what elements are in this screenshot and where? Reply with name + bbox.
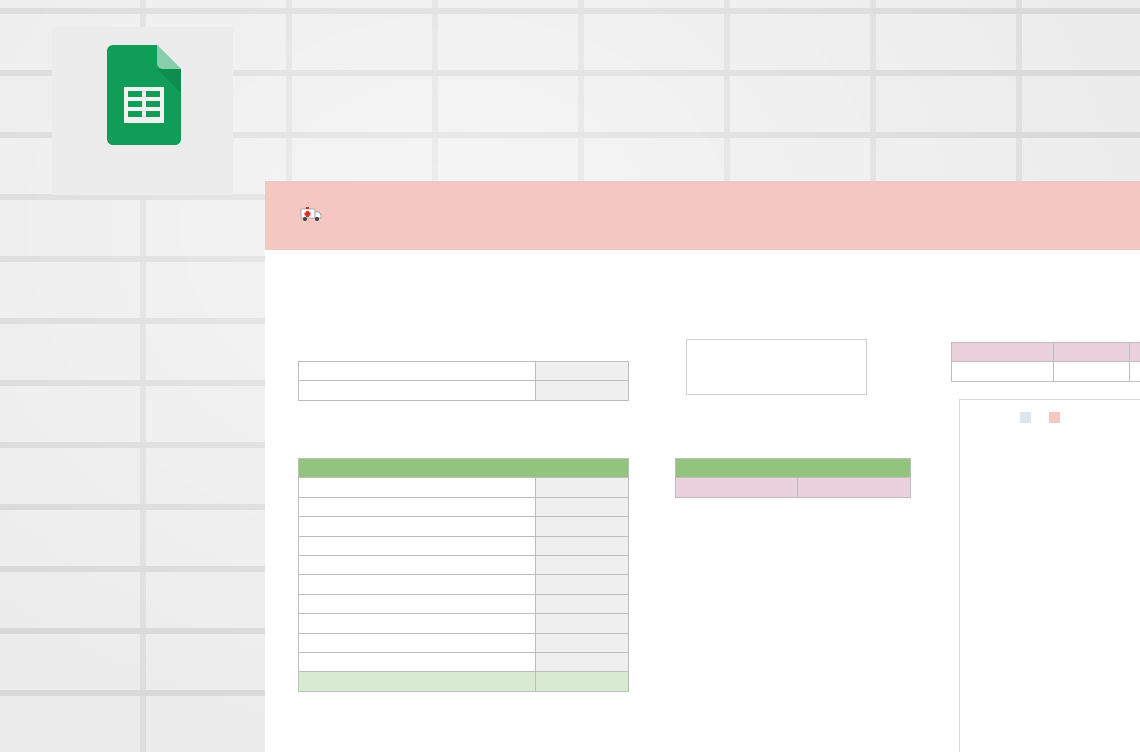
expense-input[interactable]	[536, 652, 629, 671]
expense-input[interactable]	[536, 594, 629, 613]
legend-swatch-missing	[1020, 412, 1031, 423]
table-row	[299, 633, 629, 652]
expense-label	[299, 575, 536, 594]
spreadsheet-panel	[265, 181, 1140, 752]
summary-table	[951, 342, 1140, 382]
expense-input[interactable]	[536, 517, 629, 536]
column-header-balance	[952, 343, 1054, 362]
expense-input[interactable]	[536, 614, 629, 633]
extra-cell	[1130, 362, 1140, 381]
table-row	[299, 555, 629, 574]
table-row	[299, 614, 629, 633]
expense-input[interactable]	[536, 633, 629, 652]
table-row	[299, 672, 629, 691]
legend-item-missing	[1020, 412, 1037, 423]
legend-swatch-complete	[1049, 412, 1060, 423]
google-sheets-icon	[107, 45, 181, 145]
months-label	[299, 381, 536, 400]
expense-input[interactable]	[536, 536, 629, 555]
expense-label	[299, 594, 536, 613]
sheet-title	[300, 206, 326, 222]
current-savings-input[interactable]	[536, 362, 629, 381]
months-input[interactable]	[536, 381, 629, 400]
expense-label	[299, 517, 536, 536]
table-row	[299, 517, 629, 536]
column-header-complete	[1054, 343, 1130, 362]
table-row	[299, 536, 629, 555]
column-header-extra	[1130, 343, 1140, 362]
current-balance-value	[952, 362, 1054, 381]
table-row	[299, 575, 629, 594]
expenses-total-label	[299, 672, 536, 691]
expenses-header	[299, 459, 629, 478]
goal-box	[686, 339, 867, 395]
table-row	[299, 497, 629, 516]
progress-chart	[959, 399, 1140, 752]
expenses-table	[298, 458, 629, 692]
table-row	[952, 362, 1140, 381]
table-row	[299, 478, 629, 497]
savings-log-table	[675, 458, 911, 498]
expense-label	[299, 652, 536, 671]
savings-log-header	[676, 459, 911, 478]
expense-input[interactable]	[536, 555, 629, 574]
table-row	[299, 594, 629, 613]
table-row	[952, 343, 1140, 362]
table-row	[299, 652, 629, 671]
expense-label	[299, 614, 536, 633]
table-row	[676, 478, 911, 497]
sheet-header	[265, 181, 1140, 250]
table-row	[676, 459, 911, 478]
table-row	[299, 362, 629, 381]
expense-label	[299, 478, 536, 497]
expense-input[interactable]	[536, 497, 629, 516]
savings-input-table	[298, 361, 629, 401]
legend-item-complete	[1049, 412, 1066, 423]
expense-input[interactable]	[536, 575, 629, 594]
google-sheets-logo	[52, 27, 233, 195]
percent-complete-value	[1054, 362, 1130, 381]
column-header-date	[676, 478, 798, 497]
table-row	[299, 381, 629, 400]
expense-label	[299, 633, 536, 652]
ambulance-icon	[300, 206, 322, 222]
expense-label	[299, 497, 536, 516]
expense-label	[299, 536, 536, 555]
table-row	[299, 459, 629, 478]
column-header-amount	[798, 478, 911, 497]
current-savings-label	[299, 362, 536, 381]
chart-legend	[1020, 412, 1066, 423]
expense-input[interactable]	[536, 478, 629, 497]
expense-label	[299, 555, 536, 574]
expenses-total-value	[536, 672, 629, 691]
